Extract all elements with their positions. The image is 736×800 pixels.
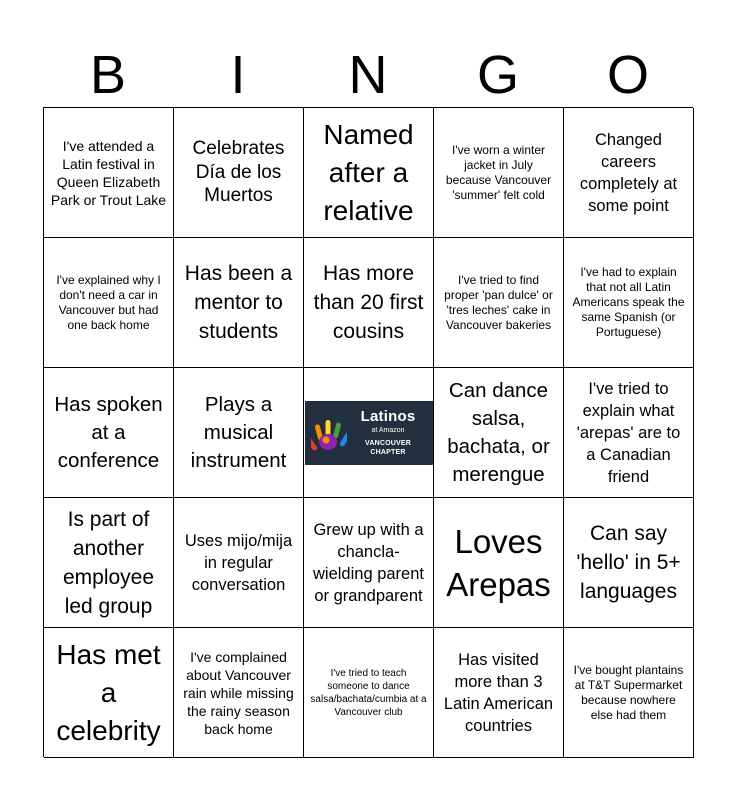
bingo-cell[interactable] (304, 628, 434, 758)
header-letter-i: I (230, 45, 246, 105)
logo-subtitle: at Amazon (371, 426, 405, 434)
bingo-cell[interactable] (434, 108, 564, 238)
bingo-cell[interactable] (174, 238, 304, 368)
cell-text: Can dance salsa, bachata, or merengue (447, 378, 550, 486)
cell-text: Can say 'hello' in 5+ languages (576, 522, 681, 603)
cell-text: I've tried to find proper 'pan dulce' or 'tres leches' cake in Vancouver bakeries (444, 272, 553, 332)
header-letter-b: B (89, 45, 127, 105)
bingo-header (43, 44, 693, 106)
cell-text: Has more than 20 first cousins (313, 262, 424, 343)
cell-text: I've tried to teach someone to dance salsa/bachata/cumbia at a Vancouver club (310, 667, 427, 718)
hand-palm-spot (322, 436, 329, 443)
logo-title: Latinos (360, 407, 416, 425)
bingo-cell[interactable] (304, 498, 434, 628)
cell-text: I've bought plantains at T&T Supermarket because nowhere else had them (573, 662, 684, 722)
cell-text: I've complained about Vancouver rain while missing the rainy season back home (183, 648, 294, 737)
bingo-cell[interactable] (174, 108, 304, 238)
free-space-logo[interactable] (304, 368, 434, 498)
bingo-cell[interactable] (434, 628, 564, 758)
bingo-cell[interactable] (434, 238, 564, 368)
bingo-card (43, 107, 693, 757)
cell-text: I've explained why I don't need a car in Vancouver but had one back home (56, 272, 161, 332)
bingo-cell[interactable] (44, 628, 174, 758)
cell-text: Grew up with a chancla-wielding parent or grandparent (313, 520, 424, 605)
cell-text: Has been a mentor to students (184, 262, 293, 343)
cell-text: Has visited more than 3 Latin American countries (443, 650, 554, 735)
cell-text: Celebrates Día de los Muertos (192, 138, 285, 207)
cell-text: I've worn a winter jacket in July because Vancouver 'summer' felt cold (445, 142, 552, 202)
cell-text: Changed careers completely at some point (579, 130, 678, 215)
bingo-cell[interactable] (44, 238, 174, 368)
bingo-cell[interactable] (304, 108, 434, 238)
bingo-cell[interactable] (564, 238, 694, 368)
bingo-cell[interactable] (564, 108, 694, 238)
bingo-cell[interactable] (564, 628, 694, 758)
cell-text: Has spoken at a conference (54, 392, 163, 472)
bingo-cell[interactable] (174, 628, 304, 758)
bingo-cell[interactable] (304, 238, 434, 368)
header-letter-n: N (348, 45, 388, 105)
bingo-cell[interactable] (44, 368, 174, 498)
header-letter-g: G (476, 45, 519, 105)
cell-text: Uses mijo/mija in regular conversation (184, 531, 293, 594)
bingo-cell[interactable] (564, 498, 694, 628)
cell-text: I've had to explain that not all Latin Americans speak the same Spanish (or Portuguese) (572, 265, 685, 339)
cell-text: I've tried to explain what 'arepas' are to a Canadian friend (576, 379, 681, 486)
cell-text: Loves Arepas (446, 522, 551, 603)
hand-finger-shape (311, 435, 318, 451)
bingo-cell[interactable] (564, 368, 694, 498)
hand-finger-shape (325, 420, 330, 436)
logo-chapter: VANCOUVER CHAPTER (364, 439, 411, 456)
cell-text: I've attended a Latin festival in Queen Elizabeth Park or Trout Lake (50, 137, 167, 208)
cell-text: Named after a relative (323, 118, 414, 226)
cell-text: Has met a celebrity (56, 638, 161, 746)
bingo-cell[interactable] (434, 368, 564, 498)
header-letter-o: O (606, 45, 649, 105)
bingo-cell[interactable] (434, 498, 564, 628)
hand-finger-shape (338, 431, 346, 447)
cell-text: Plays a musical instrument (190, 392, 287, 472)
cell-text: Is part of another employee led group (62, 507, 155, 618)
bingo-cell[interactable] (44, 498, 174, 628)
hand-logo-icon (311, 410, 347, 456)
bingo-cell[interactable] (174, 368, 304, 498)
bingo-cell[interactable] (174, 498, 304, 628)
latinos-at-amazon-logo (305, 401, 433, 465)
bingo-cell[interactable] (44, 108, 174, 238)
